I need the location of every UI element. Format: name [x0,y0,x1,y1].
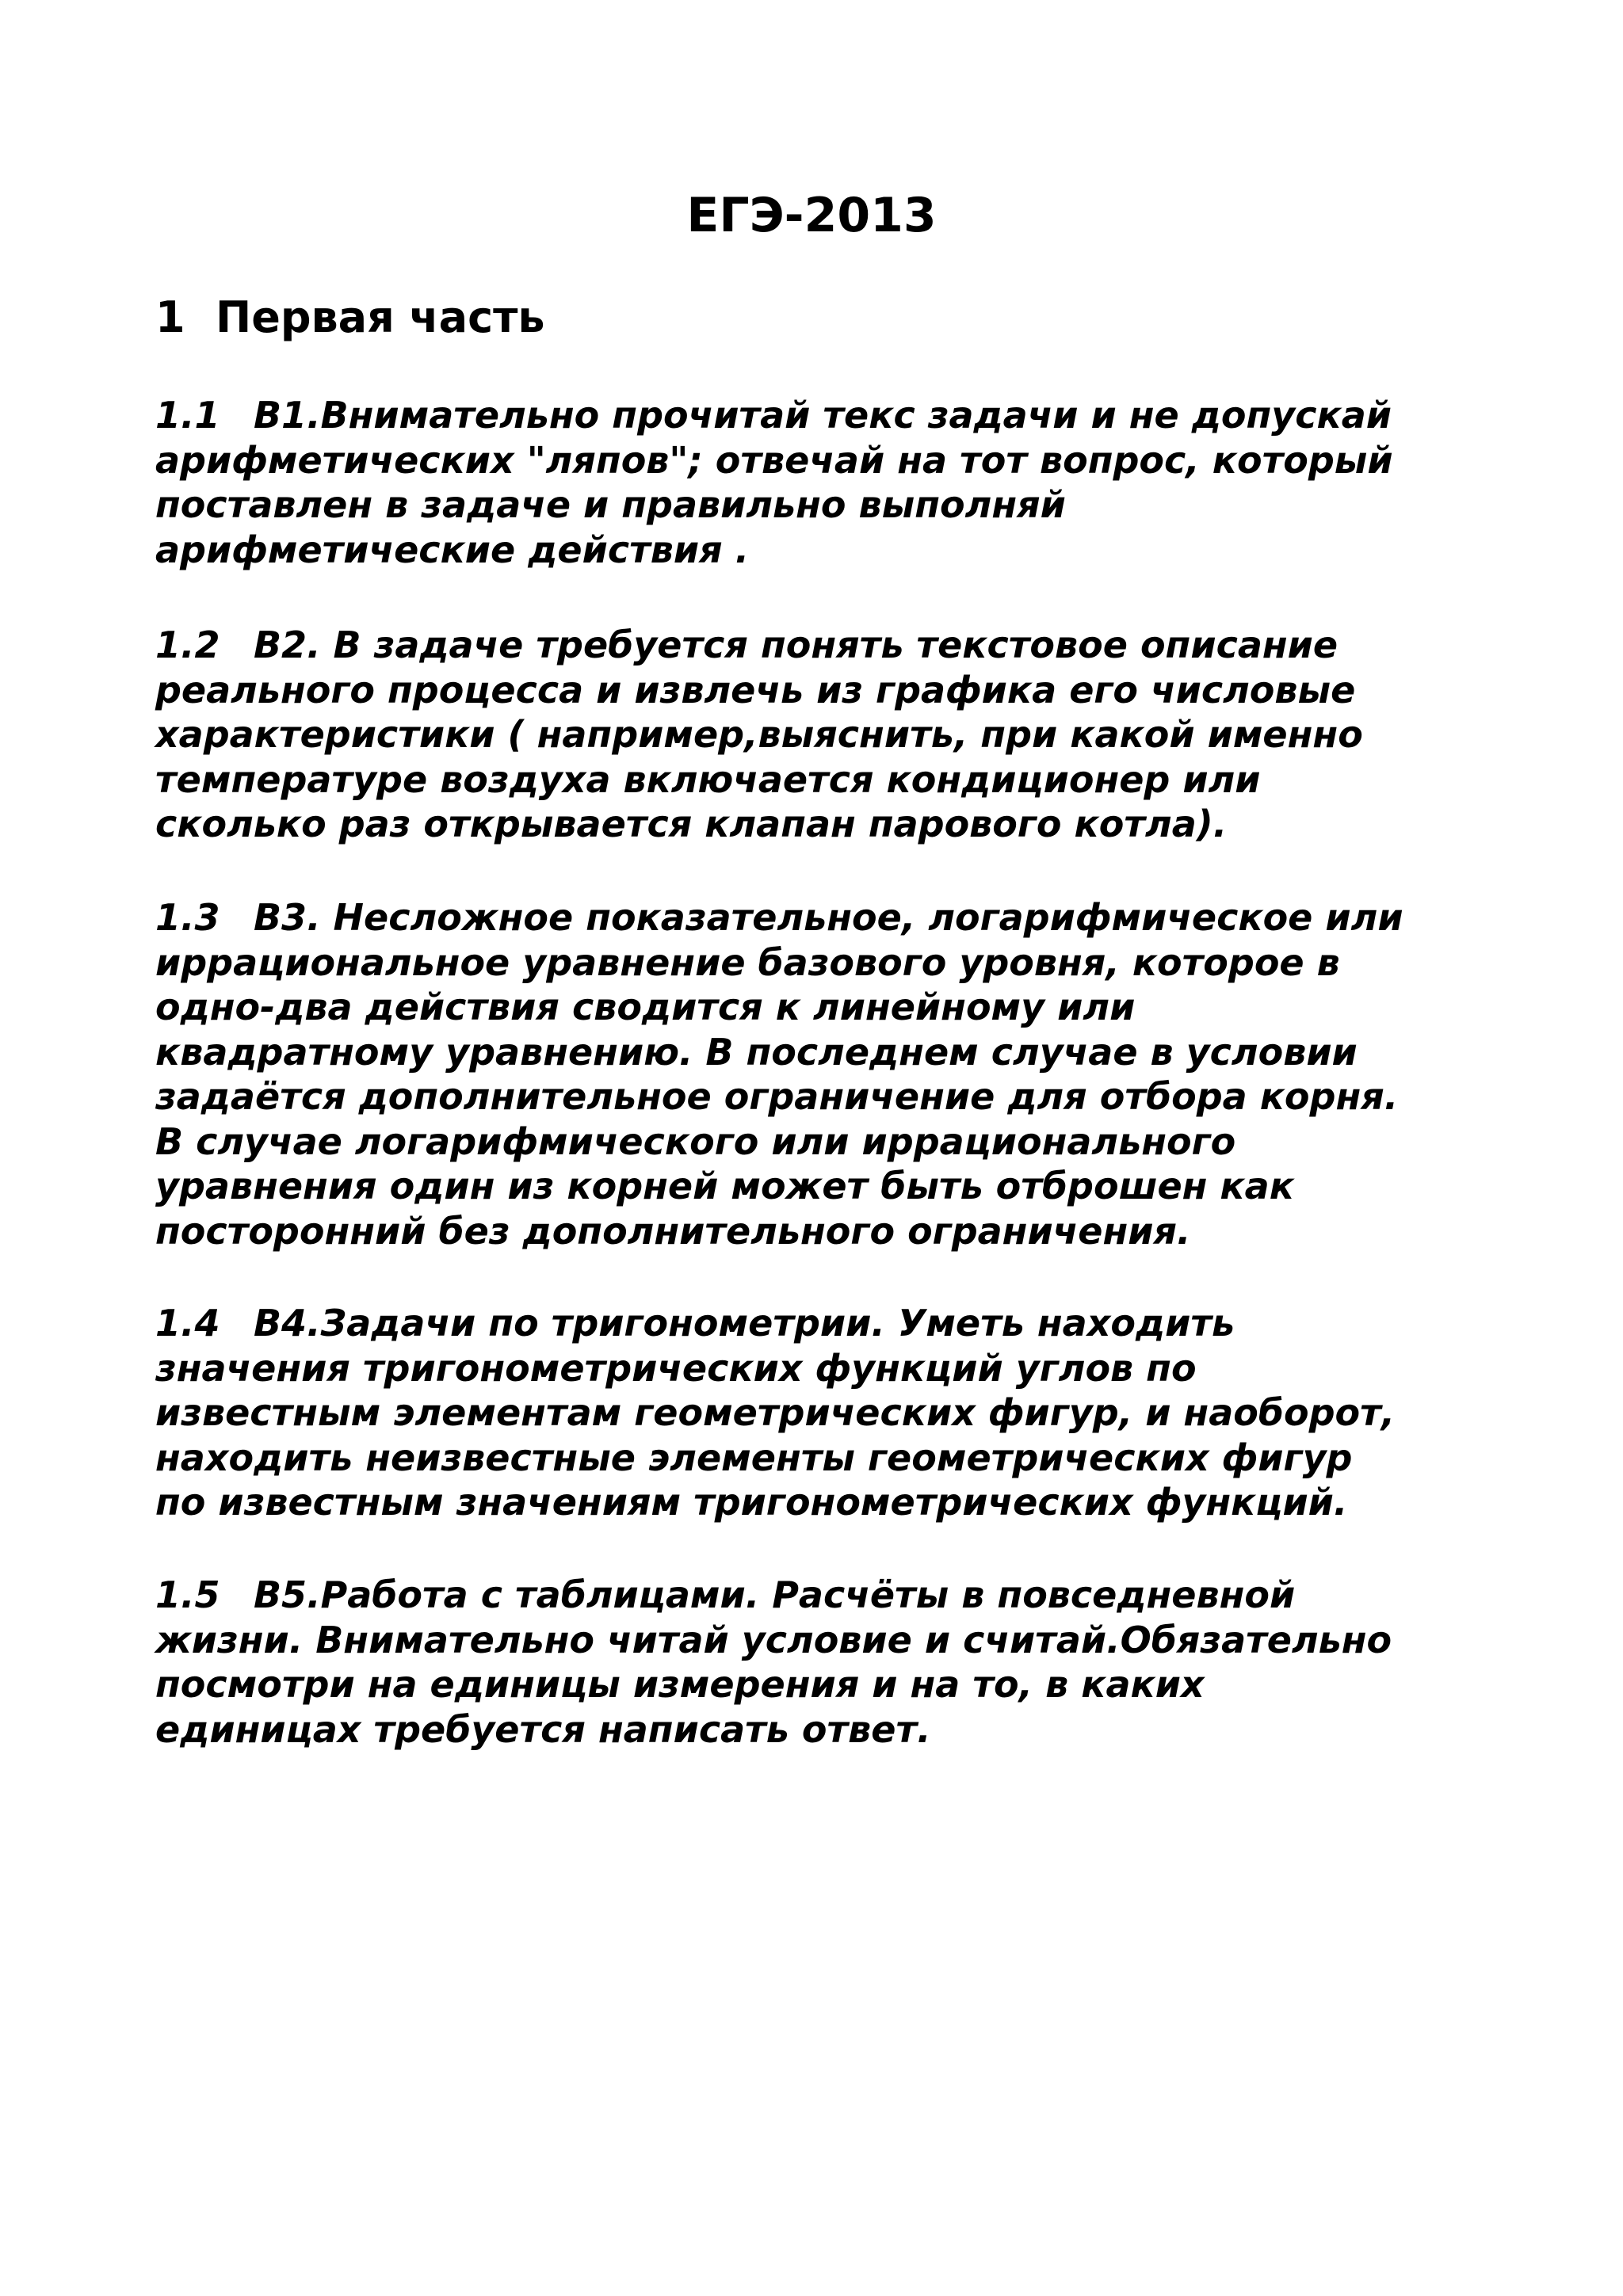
subsection-line: арифметических "ляпов"; отвечай на тот вопрос, который [155,438,1393,482]
subsection-line: реального процесса и извлечь из графика его числовые [155,668,1356,711]
subsection-line [155,895,1518,940]
subsection-line [155,1301,1518,1346]
subsection-number: 1.3 [155,896,220,939]
subsection-text: B3. Несложное показательное, логарифмическое или [254,896,1403,939]
subsection-number: 1.4 [155,1302,220,1344]
subsection-line: значения тригонометрических функций углов по [155,1346,1197,1390]
subsection-line: жизни. Внимательно читай условие и считай.Обязательно [155,1618,1392,1661]
subsection-line: В случае логарифмического или иррационального [155,1119,1236,1163]
subsection-line: по известным значениям тригонометрических функций. [155,1481,1348,1524]
subsection-1-5 [155,1573,1518,1752]
subsection-line: сколько раз открывается клапан парового котла). [155,803,1228,845]
section-title: Первая часть [216,292,545,342]
subsection-line: известным элементам геометрических фигур, и наоборот, [155,1391,1396,1434]
subsection-line: температуре воздуха включается кондиционер или [155,757,1261,801]
subsection-line: находить неизвестные элементы геометрических фигур [155,1436,1353,1479]
subsection-line: посторонний без дополнительного ограничения. [155,1209,1191,1253]
subsection-text: B1.Внимательно прочитай текс задачи и не допускай [254,394,1392,437]
subsection-line: задаётся дополнительное ограничение для отбора корня. [155,1075,1399,1118]
subsection-line: одно-два действия сводится к линейному или [155,986,1136,1028]
subsection-line: единицах требуется написать ответ. [155,1707,931,1751]
subsection-line: посмотри на единицы измерения и на то, в каких [155,1663,1205,1706]
subsection-line: уравнения один из корней может быть отброшен как [155,1165,1294,1207]
subsection-text: B2. В задаче требуется понять текстовое описание [254,624,1338,666]
subsection-line [155,393,1518,438]
subsection-line: иррациональное уравнение базового уровня, которое в [155,940,1340,984]
subsection-line: квадратному уравнению. В последнем случае в условии [155,1030,1358,1074]
subsection-1-1 [155,393,1518,572]
subsection-number: 1.5 [155,1573,220,1616]
subsection-text: B4.Задачи по тригонометрии. Уметь находить [254,1302,1235,1344]
subsection-line [155,623,1518,668]
subsection-1-3 [155,895,1518,1253]
subsection-number: 1.2 [155,624,220,666]
subsection-line: арифметические действия . [155,528,750,571]
subsection-line: характеристики ( например,выяснить, при какой именно [155,713,1363,756]
subsection-number: 1.1 [155,394,220,437]
section-heading [155,289,545,346]
section-number: 1 [155,292,185,342]
subsection-line [155,1573,1518,1618]
subsection-text: B5.Работа с таблицами. Расчёты в повседневной [254,1573,1296,1616]
document-title: ЕГЭ-2013 [686,188,937,243]
subsection-1-2 [155,623,1518,847]
subsection-1-4 [155,1301,1518,1525]
subsection-line: поставлен в задаче и правильно выполняй [155,483,1066,526]
